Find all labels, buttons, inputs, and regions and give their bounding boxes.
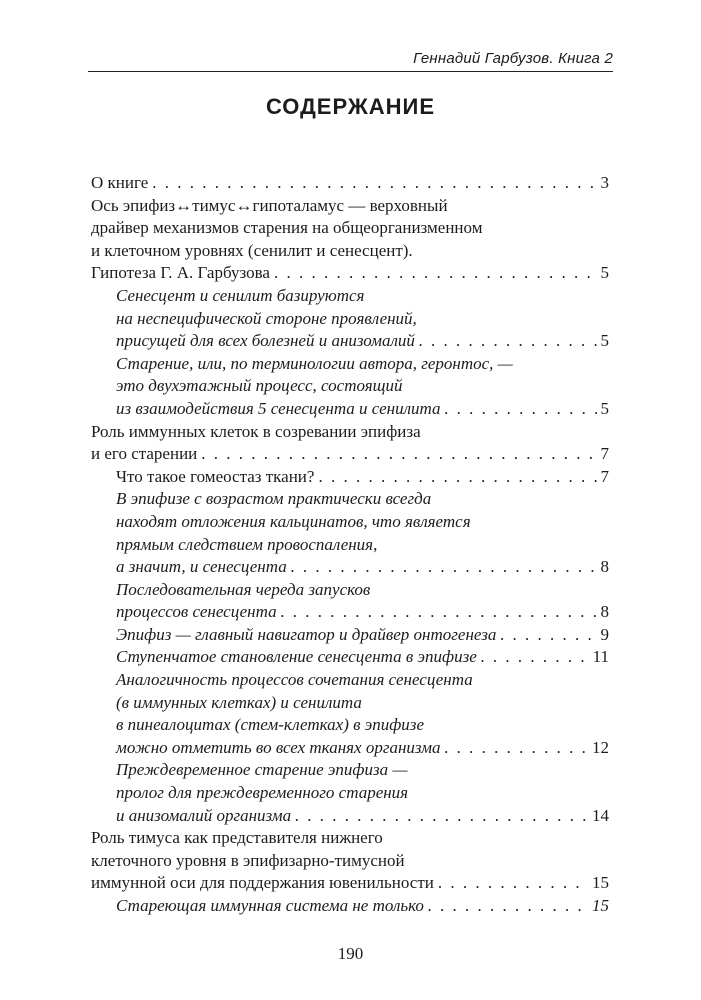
toc-page-number: 8 [600,557,609,577]
toc-entry-text: присущей для всех болезней и анизомалий [116,331,415,351]
dot-leader [291,556,597,579]
toc-entry-last-line [91,443,609,466]
toc-entry-text: Гипотеза Г. А. Гарбузова [91,263,270,283]
toc-entry [91,262,609,285]
toc-page-number: 15 [592,896,609,915]
toc-entry [91,624,609,647]
toc-entry-last-line [116,556,609,579]
toc-entry [91,172,609,195]
toc-entry [91,195,609,263]
toc-entry-text: Роль тимуса как представителя нижнего [91,828,383,848]
toc-entry-text: (в иммунных клетках) и сенилита [116,692,362,712]
dot-leader [201,443,596,466]
toc-entry-text: можно отметить во всех тканях организма [116,737,441,757]
toc-page-number: 15 [592,873,609,893]
toc-entry [91,353,609,421]
toc-entry-text: пролог для преждевременного старения [116,783,409,803]
toc-page-number: 12 [592,737,609,757]
table-of-contents [91,172,609,918]
toc-entry-last-line [91,262,609,285]
toc-page-number: 5 [600,398,609,418]
toc-entry [91,488,609,578]
toc-entry-text: это двухэтажный процесс, состоящий [116,376,403,396]
dot-leader [318,466,596,489]
toc-entry [91,827,609,895]
toc-entry-text: и его старении [91,444,198,464]
toc-page-number: 14 [592,805,609,825]
toc-entry-last-line [116,895,609,918]
dot-leader [500,624,596,647]
dot-leader [295,805,588,828]
toc-entry-last-line [116,330,609,353]
toc-entry [91,895,609,918]
toc-entry-text: Роль иммунных клеток в созревании эпифиза [91,421,421,441]
toc-entry-text: Сенесцент и сенилит базируются [116,285,365,305]
toc-page-number: 9 [600,624,609,644]
toc-entry-text: процессов сенесцента [116,602,277,622]
running-header [0,0,701,70]
toc-entry [91,285,609,353]
toc-entry-text: клеточного уровня в эпифизарно-тимусной [91,850,405,870]
dot-leader [274,262,597,285]
toc-entry-text: Аналогичность процессов сочетания сенесцента [116,670,473,690]
dot-leader [445,398,597,421]
toc-page-number: 8 [600,602,609,622]
dot-leader [428,895,588,918]
toc-entry-text: драйвер механизмов старения на общеорганизменном [91,218,483,238]
toc-entry-text: Старение, или, по терминологии автора, геронтос, — [116,353,513,373]
toc-entry [91,579,609,624]
toc-entry-last-line [116,466,609,489]
toc-entry-text: а значит, и сенесцента [116,557,287,577]
toc-entry-text: прямым следствием провоспаления, [116,534,378,554]
toc-entry-text: Стареющая иммунная система не только [116,896,424,915]
toc-entry-text: и анизомалий организма [116,805,292,825]
toc-entry-text: и клеточном уровнях (сенилит и сенесцент). [91,240,413,260]
toc-entry-text: из взаимодействия 5 сенесцента и сенилита [116,398,441,418]
toc-entry-last-line [91,872,609,895]
toc-entry-text: иммунной оси для поддержания ювенильности [91,873,434,893]
toc-entry-last-line [116,601,609,624]
toc-entry-last-line [116,646,609,669]
dot-leader [152,172,596,195]
page-number: 190 [337,944,364,963]
toc-entry-text: Ось эпифиз↔тимус↔гипоталамус — верховный [91,195,448,215]
toc-page-number: 5 [600,263,609,283]
dot-leader [444,737,588,760]
toc-page-number: 7 [600,444,609,464]
toc-entry [91,669,609,759]
toc-entry-text: Эпифиз — главный навигатор и драйвер онтогенеза [116,624,497,644]
toc-entry-text: Преждевременное старение эпифиза — [116,760,408,780]
toc-entry-text: на неспецифической стороне проявлений, [116,308,417,328]
toc-entry [91,646,609,669]
toc-entry [91,759,609,827]
toc-entry-text: в пинеалоцитах (стем-клетках) в эпифизе [116,715,424,735]
toc-page-number: 7 [600,466,609,486]
toc-page-number: 3 [600,173,609,192]
dot-leader [281,601,597,624]
running-title: Геннадий Гарбузов. Книга 2 [413,50,613,67]
toc-entry-last-line [116,805,609,828]
toc-entry [91,466,609,489]
dot-leader [419,330,597,353]
toc-page-number: 5 [600,331,609,351]
toc-entry-last-line [116,737,609,760]
header-rule [88,71,613,72]
toc-entry-text: находят отложения кальцинатов, что является [116,511,471,531]
toc-entry-text: Что такое гомеостаз ткани? [116,466,315,486]
toc-entry-text: Последовательная череда запусков [116,579,371,599]
toc-entry-text: О книге [91,173,149,192]
toc-entry [91,421,609,466]
dot-leader [438,872,588,895]
toc-entry-last-line [116,624,609,647]
dot-leader [481,646,589,669]
toc-page-number: 11 [592,647,609,667]
toc-entry-last-line [91,172,609,195]
section-title: СОДЕРЖАНИЕ [265,94,436,119]
toc-entry-text: В эпифизе с возрастом практически всегда [116,489,432,509]
toc-entry-last-line [116,398,609,421]
toc-entry-text: Ступенчатое становление сенесцента в эпифизе [116,647,477,667]
